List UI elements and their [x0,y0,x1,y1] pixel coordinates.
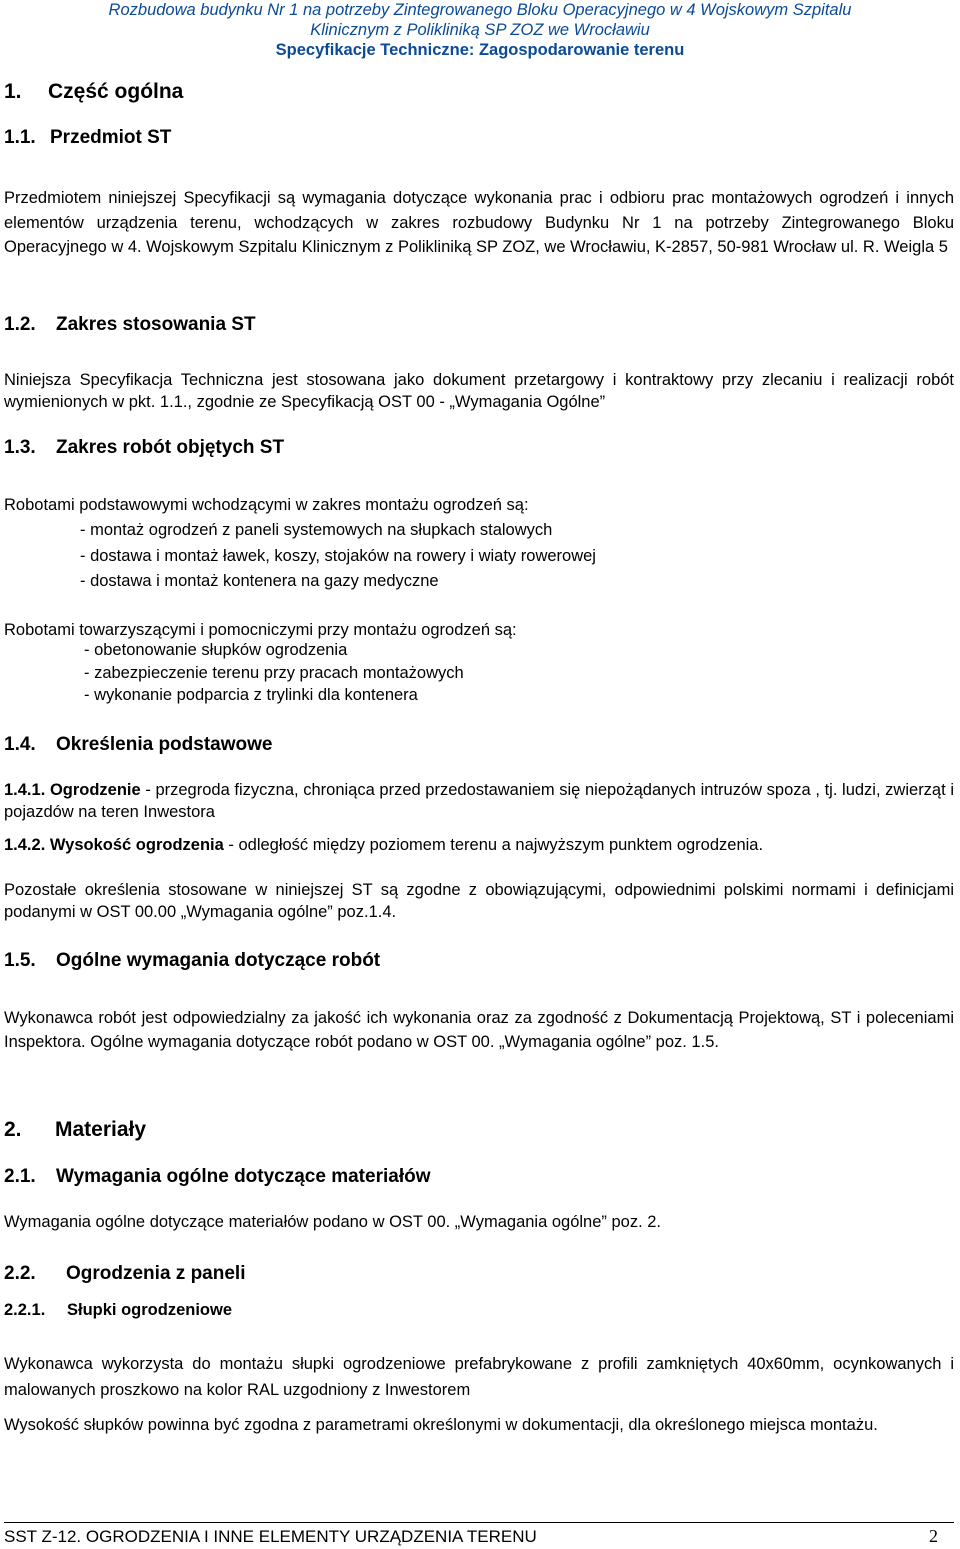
section-1-4-heading [4,734,272,756]
basic-works-intro: Robotami podstawowymi wchodzącymi w zakres montażu ogrodzeń są: [4,496,529,514]
section-title: Wymagania ogólne dotyczące materiałów [56,1166,431,1187]
section-title: Zakres stosowania ST [56,314,256,335]
section-title: Ogólne wymagania dotyczące robót [56,950,381,971]
list-item: - dostawa i montaż kontenera na gazy medyczne [80,572,439,590]
section-number: 1.2. [4,314,36,335]
section-number: 2.1. [4,1166,36,1187]
other-definitions-text: Pozostałe określenia stosowane w niniejszej ST są zgodne z obowiązującymi, odpowiednimi polskimi normami i definicjami podanymi w OST 00.00 „Wymagania ogólne” poz.1.4. [4,881,954,921]
running-header [0,0,960,60]
section-2-1-text: Wymagania ogólne dotyczące materiałów podano w OST 00. „Wymagania ogólne” poz. 2. [4,1213,662,1231]
posts-text-2: Wysokość słupków powinna być zgodna z parametrami określonymi w dokumentacji, dla określonego miejsca montażu. [4,1416,878,1434]
list-item: - zabezpieczenie terenu przy pracach montażowych [84,664,464,682]
definition-fence-height [4,834,954,857]
header-line-1: Rozbudowa budynku Nr 1 na potrzeby Zintegrowanego Bloku Operacyjnego w 4 Wojskowym Szpitalu [108,1,852,19]
section-number: 2. [4,1118,22,1141]
section-title: Materiały [55,1118,147,1141]
list-item: - wykonanie podparcia z trylinki dla kontenera [84,686,418,704]
section-1-3-heading [4,437,284,459]
section-title: Określenia podstawowe [56,734,273,755]
section-number: 1.3. [4,437,36,458]
footer-title: SST Z-12. OGRODZENIA I INNE ELEMENTY URZĄDZENIA TERENU [4,1527,537,1546]
header-line-2: Klinicznym z Polikliniką SP ZOZ we Wrocławiu [310,21,650,39]
section-1-1-heading [4,127,171,149]
section-number: 1.1. [4,127,36,148]
auxiliary-works-intro: Robotami towarzyszącymi i pomocniczymi przy montażu ogrodzeń są: [4,621,517,639]
section-number: 2.2.1. [4,1301,46,1319]
section-title: Ogrodzenia z paneli [66,1263,246,1284]
section-2-2-1-heading [4,1301,232,1320]
definition-number: 1.4.1. [4,781,46,799]
section-title: Przedmiot ST [50,127,172,148]
section-1-1-text: Przedmiotem niniejszej Specyfikacji są wymagania dotyczące wykonania prac i odbioru prac montażowych ogrodzeń i innych elementów urządzenia terenu, wchodzących w zakres rozbudowy Budynku Nr 1 na potrzeby Zintegrowanego Bloku Operacyjnego w 4. Wojskowym Szpitalu Klinicznym z Polikliniką SP ZOZ, we Wrocławiu, K-2857, 50-981 Wrocław ul. R. Weigla 5 [4,189,954,256]
page-number: 2 [929,1526,938,1546]
footer-divider [4,1522,954,1523]
definition-fence [4,779,954,823]
list-item: - dostawa i montaż ławek, koszy, stojaków na rowery i wiaty rowerowej [80,547,596,565]
definition-term: Ogrodzenie [49,781,141,799]
section-1-5-heading [4,950,380,972]
posts-text-1: Wykonawca wykorzysta do montażu słupki ogrodzeniowe prefabrykowane z profili zamkniętych 40x60mm, ocynkowanych i malowanych proszkowo na kolor RAL uzgodniony z Inwestorem [4,1355,954,1399]
header-line-3: Specyfikacje Techniczne: Zagospodarowanie terenu [275,41,685,59]
definition-number: 1.4.2. [4,836,46,854]
section-number: 1. [4,80,22,103]
section-number: 1.4. [4,734,36,755]
section-1-heading [4,80,183,104]
section-2-2-heading [4,1263,245,1285]
section-2-1-heading [4,1166,430,1188]
section-1-2-text: Niniejsza Specyfikacja Techniczna jest stosowana jako dokument przetargowy i kontraktowy przy zlecaniu i realizacji robót wymienionych w pkt. 1.1., zgodnie ze Specyfikacją OST 00 - „Wymagania Ogólne” [4,371,954,411]
section-number: 2.2. [4,1263,36,1284]
definition-term: Wysokość ogrodzenia [49,836,224,854]
section-title: Część ogólna [48,80,184,103]
section-title: Słupki ogrodzeniowe [67,1301,233,1319]
section-2-heading [4,1118,146,1142]
definition-text: - odległość między poziomem terenu a najwyższym punktem ogrodzenia. [223,836,764,854]
section-number: 1.5. [4,950,36,971]
definition-text: - przegroda fizyczna, chroniąca przed przedostawaniem się niepożądanych intruzów spoza , tj. ludzi, zwierząt i pojazdów na teren Inwestora [4,781,954,821]
section-1-2-heading [4,314,256,336]
section-1-5-text: Wykonawca robót jest odpowiedzialny za jakość ich wykonania oraz za zgodność z Dokumentacją Projektową, ST i poleceniami Inspektora. Ogólne wymagania dotyczące robót podano w OST 00. „Wymagania ogólne” poz. 1.5. [4,1009,954,1051]
list-item: - montaż ogrodzeń z paneli systemowych na słupkach stalowych [80,521,553,539]
list-item: - obetonowanie słupków ogrodzenia [84,641,348,659]
section-title: Zakres robót objętych ST [56,437,285,458]
